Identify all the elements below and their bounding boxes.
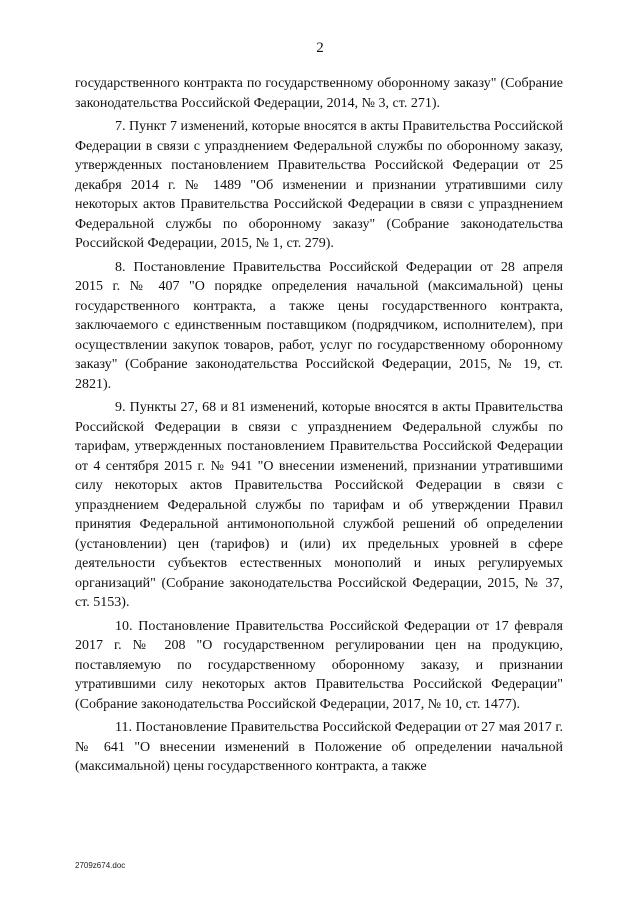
document-body xyxy=(75,74,563,777)
paragraph-item-8: 8. Постановление Правительства Российской Федерации от 28 апреля 2015 г. № 407 "О порядке определения начальной (максимальной) цены государственного контракта, а также цены государственного контракта, заключаемого с единственным поставщиком (подрядчиком, исполнителем), при осуществлении закупок товаров, работ, услуг по государственному оборонному заказу" (Собрание законодательства Российской Федерации, 2015, № 19, ст. 2821). xyxy=(75,259,563,392)
paragraph-continuation: государственного контракта по государственному оборонному заказу" (Собрание законодательства Российской Федерации, 2014, № 3, ст. 271). xyxy=(75,76,563,111)
page-number: 2 xyxy=(316,40,324,56)
paragraph-item-7: 7. Пункт 7 изменений, которые вносятся в акты Правительства Российской Федерации в связи с упразднением Федеральной службы по оборонному заказу, утвержденных постановлением Правительства Российской Федерации от 25 декабря 2014 г. № 1489 "Об изменении и признании утратившими силу некоторых актов Правительства Российской Федерации в связи с упразднением Федеральной службы по оборонному заказу" (Собрание законодательства Российской Федерации, 2015, № 1, ст. 279). xyxy=(75,119,563,251)
paragraph-item-10: 10. Постановление Правительства Российской Федерации от 17 февраля 2017 г. № 208 "О государственном регулировании цен на продукцию, поставляемую по государственному оборонному заказу, и признании утратившими силу некоторых актов Правительства Российской Федерации" (Собрание законодательства Российской Федерации, 2017, № 10, ст. 1477). xyxy=(75,618,563,712)
paragraph-item-9: 9. Пункты 27, 68 и 81 изменений, которые вносятся в акты Правительства Российской Федерации в связи с упразднением Федеральной службы по тарифам, утвержденных постановлением Правительства Российской Федерации от 4 сентября 2015 г. № 941 "О внесении изменений, признании утратившими силу некоторых актов Правительства Российской Федерации в связи с упразднением Федеральной службы по тарифам и об утверждении Правил принятия Федеральной антимонопольной службой решений об определении (установлении) цен (тарифов) и (или) их предельных уровней в сфере деятельности субъектов естественных монополий и иных регулируемых организаций" (Собрание законодательства Российской Федерации, 2015, № 37, ст. 5153). xyxy=(75,400,563,610)
paragraph-item-11: 11. Постановление Правительства Российской Федерации от 27 мая 2017 г. № 641 "О внесении изменений в Положение об определении начальной (максимальной) цены государственного контракта, а также xyxy=(75,720,563,774)
document-file-code: 2709z674.doc xyxy=(75,861,126,870)
